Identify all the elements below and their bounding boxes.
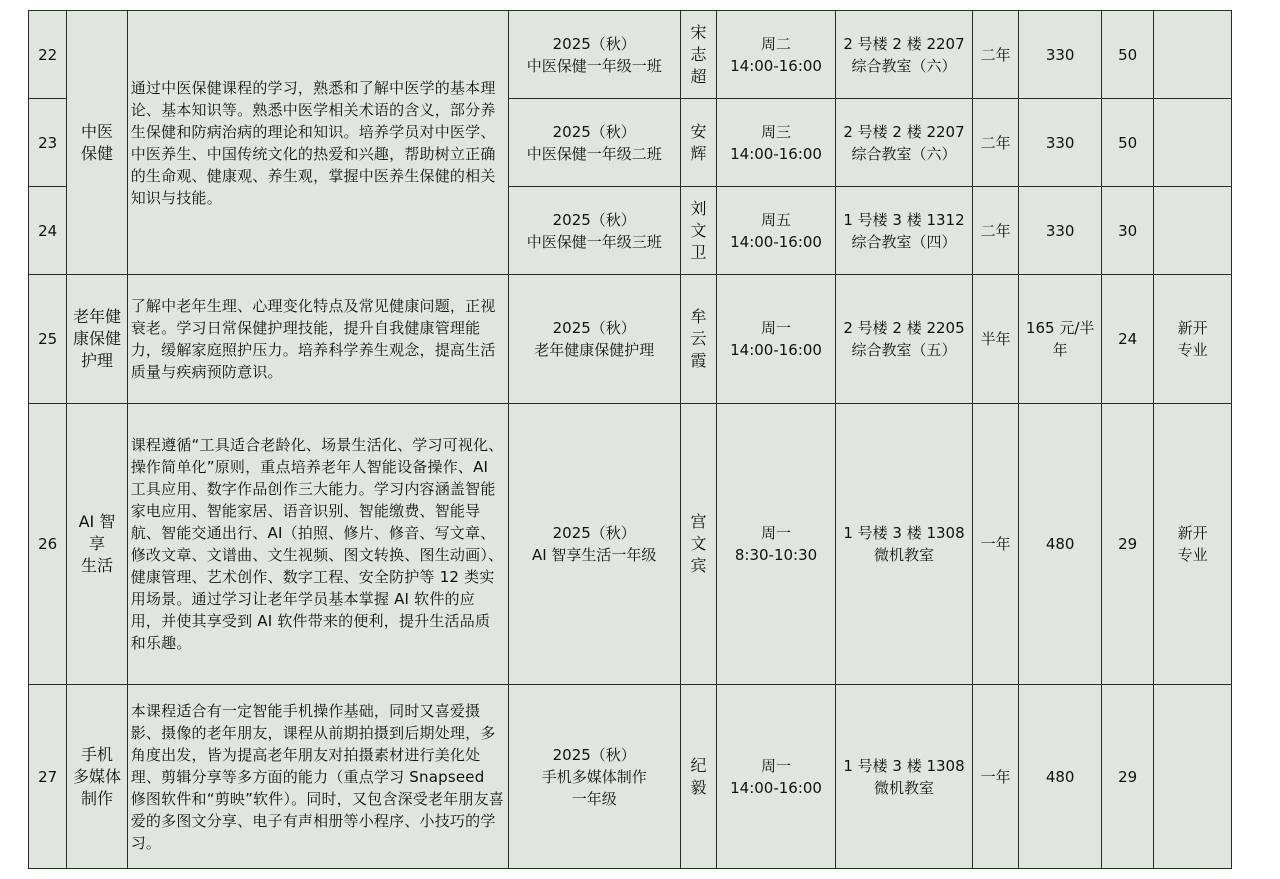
class-name: 2025（秋） 中医保健一年级一班 — [508, 11, 680, 99]
teacher-name: 纪 毅 — [680, 685, 716, 869]
class-time: 周一 14:00-16:00 — [717, 685, 836, 869]
course-description: 通过中医保健课程的学习，熟悉和了解中医学的基本理论、基本知识等。熟悉中医学相关术语的含义，部分养生保健和防病治病的理论和知识。培养学员对中医学、中医养生、中国传统文化的热爱和兴趣，帮助树立正确的生命观、健康观、养生观，掌握中医养生保健的相关知识与技能。 — [127, 11, 508, 275]
course-description: 本课程适合有一定智能手机操作基础，同时又喜爱摄影、摄像的老年朋友，课程从前期拍摄到后期处理，多角度出发，皆为提高老年朋友对拍摄素材进行美化处理、剪辑分享等多方面的能力（重点学习 Snapseed 修图软件和“剪映”软件）。同时，又包含深受老年朋友喜爱的多图文分享、电子有声相册等小程序、小技巧的学习。 — [127, 685, 508, 869]
row-number: 26 — [29, 404, 67, 685]
class-location: 1 号楼 3 楼 1312 综合教室（四） — [835, 187, 972, 275]
study-duration: 一年 — [973, 685, 1019, 869]
tuition-fee: 480 — [1019, 685, 1102, 869]
remark — [1154, 187, 1232, 275]
class-name: 2025（秋） 老年健康保健护理 — [508, 275, 680, 404]
remark — [1154, 99, 1232, 187]
tuition-fee: 330 — [1019, 99, 1102, 187]
teacher-name: 安 辉 — [680, 99, 716, 187]
tuition-fee: 330 — [1019, 187, 1102, 275]
tuition-fee: 165 元/半 年 — [1019, 275, 1102, 404]
row-number: 27 — [29, 685, 67, 869]
remark: 新开 专业 — [1154, 275, 1232, 404]
class-capacity: 50 — [1101, 99, 1153, 187]
class-time: 周三 14:00-16:00 — [717, 99, 836, 187]
class-time: 周五 14:00-16:00 — [717, 187, 836, 275]
class-location: 1 号楼 3 楼 1308 微机教室 — [835, 404, 972, 685]
class-name: 2025（秋） 中医保健一年级三班 — [508, 187, 680, 275]
course-schedule-table — [28, 10, 1232, 869]
table-row — [29, 404, 1232, 685]
teacher-name: 宋 志 超 — [680, 11, 716, 99]
course-description: 课程遵循“工具适合老龄化、场景生活化、学习可视化、操作简单化”原则，重点培养老年人智能设备操作、AI 工具应用、数字作品创作三大能力。学习内容涵盖智能家电应用、智能家居、语音识别、智能缴费、智能导航、智能交通出行、AI（拍照、修片、修音、写文章、修改文章、文谱曲、文生视频、图文转换、图生动画）、健康管理、艺术创作、数字工程、安全防护等 12 类实用场景。通过学习让老年学员基本掌握 AI 软件的应用，并使其享受到 AI 软件带来的便利，提升生活品质和乐趣。 — [127, 404, 508, 685]
class-time: 周二 14:00-16:00 — [717, 11, 836, 99]
class-capacity: 29 — [1101, 685, 1153, 869]
course-name: 老年健 康保健 护理 — [67, 275, 127, 404]
class-capacity: 50 — [1101, 11, 1153, 99]
teacher-name: 刘 文 卫 — [680, 187, 716, 275]
tuition-fee: 480 — [1019, 404, 1102, 685]
class-capacity: 29 — [1101, 404, 1153, 685]
row-number: 22 — [29, 11, 67, 99]
class-time: 周一 14:00-16:00 — [717, 275, 836, 404]
class-capacity: 30 — [1101, 187, 1153, 275]
class-time: 周一 8:30-10:30 — [717, 404, 836, 685]
study-duration: 半年 — [973, 275, 1019, 404]
table-row — [29, 11, 1232, 99]
class-capacity: 24 — [1101, 275, 1153, 404]
class-location: 2 号楼 2 楼 2207 综合教室（六） — [835, 99, 972, 187]
course-description: 了解中老年生理、心理变化特点及常见健康问题，正视衰老。学习日常保健护理技能，提升自我健康管理能力，缓解家庭照护压力。培养科学养生观念，提高生活质量与疾病预防意识。 — [127, 275, 508, 404]
class-name: 2025（秋） 中医保健一年级二班 — [508, 99, 680, 187]
course-name: AI 智享 生活 — [67, 404, 127, 685]
course-name: 中医 保健 — [67, 11, 127, 275]
remark — [1154, 685, 1232, 869]
class-location: 1 号楼 3 楼 1308 微机教室 — [835, 685, 972, 869]
row-number: 23 — [29, 99, 67, 187]
remark: 新开 专业 — [1154, 404, 1232, 685]
study-duration: 二年 — [973, 99, 1019, 187]
table-row — [29, 275, 1232, 404]
remark — [1154, 11, 1232, 99]
teacher-name: 牟 云 霞 — [680, 275, 716, 404]
study-duration: 二年 — [973, 11, 1019, 99]
class-location: 2 号楼 2 楼 2207 综合教室（六） — [835, 11, 972, 99]
class-name: 2025（秋） AI 智享生活一年级 — [508, 404, 680, 685]
course-name: 手机 多媒体 制作 — [67, 685, 127, 869]
class-name: 2025（秋） 手机多媒体制作 一年级 — [508, 685, 680, 869]
class-location: 2 号楼 2 楼 2205 综合教室（五） — [835, 275, 972, 404]
row-number: 24 — [29, 187, 67, 275]
row-number: 25 — [29, 275, 67, 404]
tuition-fee: 330 — [1019, 11, 1102, 99]
teacher-name: 宫 文 宾 — [680, 404, 716, 685]
table-row — [29, 685, 1232, 869]
study-duration: 二年 — [973, 187, 1019, 275]
study-duration: 一年 — [973, 404, 1019, 685]
